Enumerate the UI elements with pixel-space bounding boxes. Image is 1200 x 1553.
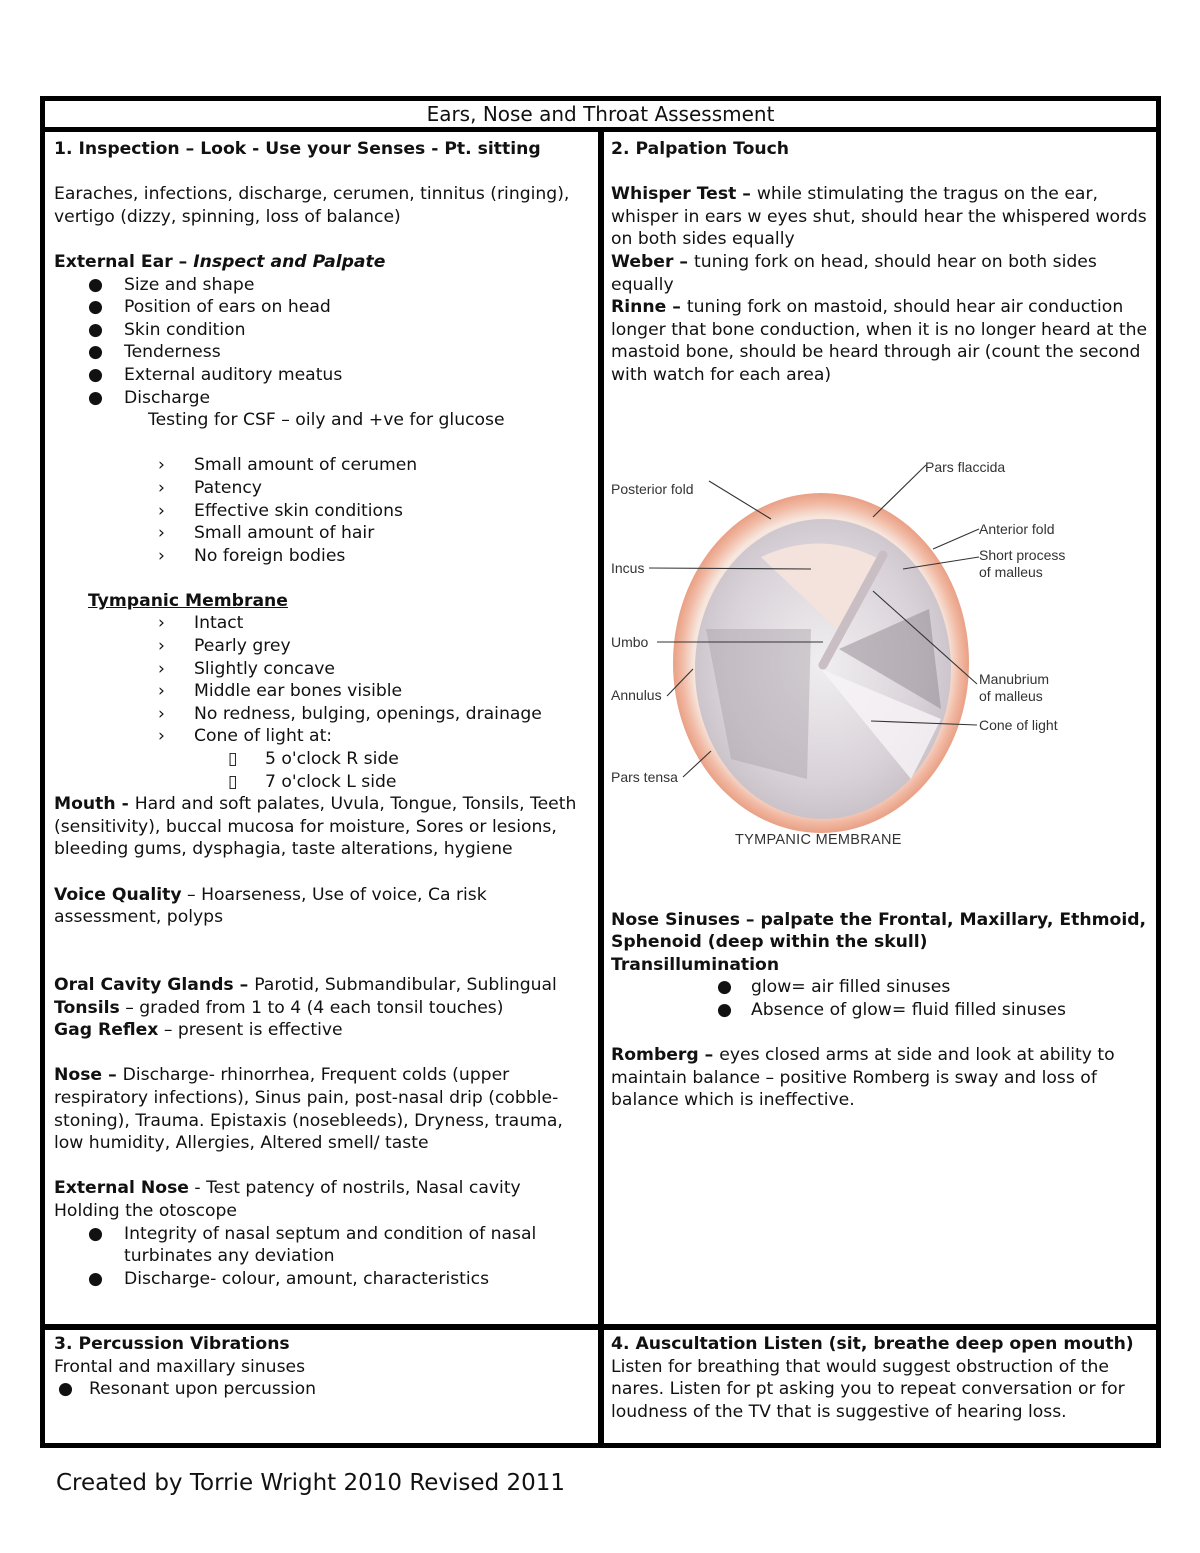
- whisper-label: Whisper Test –: [611, 184, 757, 205]
- list-item: [54, 680, 592, 703]
- sinus-heading: Nose Sinuses – palpate the Frontal, Maxillary, Ethmoid, Sphenoid (deep within the skull): [611, 909, 1147, 953]
- list-item: [54, 522, 592, 545]
- list-item-text: Size and shape: [124, 274, 255, 295]
- label-anterior-fold: Anterior fold: [979, 520, 1055, 537]
- bullet-icon: ▯: [228, 771, 238, 792]
- list-item: [54, 500, 592, 523]
- gag-text: – present is effective: [158, 1020, 343, 1041]
- list-item: [54, 1268, 592, 1291]
- list-item-text: External auditory meatus: [124, 364, 343, 385]
- list-item-text: 5 o'clock R side: [265, 749, 399, 770]
- bullet-icon: ›: [158, 681, 165, 702]
- list-item-text: No foreign bodies: [194, 545, 346, 566]
- label-short-process: Short process of malleus: [979, 546, 1066, 580]
- auscultation-text: Listen for breathing that would suggest obstruction of the nares. Listen for pt asking you to repeat conversation or for loudness of the TV that is suggestive of hearing loss.: [611, 1356, 1125, 1422]
- list-item: [54, 319, 592, 342]
- list-item: [611, 999, 1153, 1022]
- list-item-text: Absence of glow= fluid filled sinuses: [751, 999, 1066, 1020]
- bullet-icon: ›: [158, 500, 165, 521]
- weber-text: tuning fork on head, should hear on both sides equally: [611, 251, 1097, 295]
- romberg-text: eyes closed arms at side and look at ability to maintain balance – positive Romberg is sway and loss of balance which is ineffective.: [611, 1045, 1115, 1111]
- voice-text: – Hoarseness, Use of voice, Ca risk assessment, polyps: [54, 884, 487, 928]
- external-ear-subtitle: Inspect and Palpate: [193, 251, 386, 272]
- percussion-list: [54, 1378, 592, 1401]
- list-item-text: Discharge- colour, amount, characteristics: [124, 1268, 490, 1289]
- list-item: [54, 387, 592, 410]
- bullet-icon: ›: [158, 703, 165, 724]
- label-pars-tensa: Pars tensa: [611, 768, 678, 785]
- cone-of-light-list: [54, 748, 592, 793]
- list-item: [54, 454, 592, 477]
- rinne-label: Rinne –: [611, 297, 687, 318]
- list-item-text: 7 o'clock L side: [265, 771, 397, 792]
- list-item-text: No redness, bulging, openings, drainage: [194, 703, 542, 724]
- bullet-icon: ●: [88, 274, 103, 295]
- whisper-text: while stimulating the tragus on the ear, whisper in ears w eyes shut, should hear the whispered words on both sides equally: [611, 184, 1147, 250]
- csf-test: Testing for CSF – oily and +ve for glucose: [148, 410, 505, 431]
- tympanic-membrane-list: [54, 612, 592, 748]
- list-item: [54, 612, 592, 635]
- voice-label: Voice Quality: [54, 884, 182, 905]
- external-nose-label: External Nose: [54, 1178, 189, 1199]
- list-item: [54, 1223, 592, 1268]
- bullet-icon: ●: [88, 297, 103, 318]
- section-palpation: [611, 138, 1153, 1112]
- label-cone-of-light: Cone of light: [979, 716, 1058, 733]
- list-item-text: Middle ear bones visible: [194, 681, 403, 702]
- romberg-label: Romberg –: [611, 1045, 720, 1066]
- bullet-icon: ●: [88, 1223, 103, 1244]
- column-divider: [598, 132, 604, 1448]
- section-heading: 3. Percussion Vibrations: [54, 1334, 290, 1354]
- section-inspection: [54, 138, 592, 1290]
- bullet-icon: ›: [158, 658, 165, 679]
- bullet-icon: ›: [158, 613, 165, 634]
- list-item-text: Position of ears on head: [124, 297, 331, 318]
- list-item-text: Intact: [194, 613, 244, 634]
- list-item-text: Effective skin conditions: [194, 500, 403, 521]
- row-divider: [45, 1324, 1156, 1330]
- section-heading: 4. Auscultation Listen (sit, breathe deep open mouth): [611, 1334, 1134, 1354]
- list-item-text: Resonant upon percussion: [89, 1379, 317, 1400]
- list-item: [54, 725, 592, 748]
- list-item: [54, 1378, 592, 1401]
- bullet-icon: ●: [88, 319, 103, 340]
- percussion-text: Frontal and maxillary sinuses: [54, 1356, 306, 1377]
- transillumination-list: [611, 976, 1153, 1021]
- list-item: [54, 341, 592, 364]
- tympanic-membrane-illustration: [611, 459, 1153, 849]
- external-ear-label: External Ear –: [54, 251, 194, 272]
- section-percussion: [54, 1333, 592, 1401]
- list-item: [54, 545, 592, 568]
- figure-caption: TYMPANIC MEMBRANE: [735, 831, 902, 848]
- tympanic-membrane-heading: Tympanic Membrane: [88, 590, 288, 611]
- list-item: [54, 296, 592, 319]
- list-item: [54, 748, 592, 771]
- list-item: [54, 658, 592, 681]
- list-item: [54, 477, 592, 500]
- list-item-text: Slightly concave: [194, 658, 335, 679]
- footer-credit: Created by Torrie Wright 2010 Revised 2011: [56, 1470, 566, 1496]
- mouth-text: Hard and soft palates, Uvula, Tongue, Tonsils, Teeth (sensitivity), buccal mucosa for moisture, Sores or lesions, bleeding gums, dysphagia, taste alterations, hygiene: [54, 794, 577, 860]
- label-incus: Incus: [611, 559, 645, 576]
- transillumination-label: Transillumination: [611, 954, 780, 975]
- label-annulus: Annulus: [611, 686, 662, 703]
- section-heading: 2. Palpation Touch: [611, 139, 790, 159]
- list-item-text: Small amount of hair: [194, 523, 375, 544]
- bullet-icon: ›: [158, 636, 165, 657]
- list-item: [54, 364, 592, 387]
- label-posterior-fold: Posterior fold: [611, 480, 694, 497]
- bullet-icon: ›: [158, 455, 165, 476]
- bullet-icon: ●: [88, 364, 103, 385]
- page-title: Ears, Nose and Throat Assessment: [45, 101, 1156, 132]
- list-item-text: Pearly grey: [194, 636, 291, 657]
- section-auscultation: [611, 1333, 1153, 1423]
- glands-label: Oral Cavity Glands –: [54, 974, 255, 995]
- tonsils-text: – graded from 1 to 4 (4 each tonsil touches): [119, 997, 504, 1018]
- bullet-icon: ●: [58, 1379, 73, 1400]
- external-nose-list: [54, 1223, 592, 1291]
- bullet-icon: ●: [717, 977, 732, 998]
- weber-label: Weber –: [611, 251, 694, 272]
- assessment-table: [40, 96, 1161, 1448]
- rinne-text: tuning fork on mastoid, should hear air conduction longer that bone conduction, when it is no longer heard at the mastoid bone, should be heard through air (count the second with watch for each area): [611, 297, 1148, 385]
- list-item: [54, 274, 592, 297]
- bullet-icon: ›: [158, 726, 165, 747]
- list-item: [611, 976, 1153, 999]
- otoscope-text: Holding the otoscope: [54, 1200, 238, 1221]
- list-item: [54, 635, 592, 658]
- inspection-intro: Earaches, infections, discharge, cerumen, tinnitus (ringing), vertigo (dizzy, spinning, loss of balance): [54, 184, 570, 227]
- bullet-icon: ●: [717, 999, 732, 1020]
- nose-text: Discharge- rhinorrhea, Frequent colds (upper respiratory infections), Sinus pain, post-nasal drip (cobble-stoning), Trauma. Epistaxis (nosebleeds), Dryness, trauma, low humidity, Allergies, Altered smell/ taste: [54, 1065, 563, 1154]
- list-item-text: Small amount of cerumen: [194, 455, 418, 476]
- tonsils-label: Tonsils: [54, 997, 120, 1018]
- list-item-text: Tenderness: [124, 342, 221, 363]
- nose-label: Nose –: [54, 1065, 123, 1086]
- list-item-text: Cone of light at:: [194, 726, 333, 747]
- list-item-text: glow= air filled sinuses: [751, 977, 951, 998]
- list-item-text: Integrity of nasal septum and condition of nasal turbinates any deviation: [124, 1223, 537, 1267]
- list-item-text: Patency: [194, 477, 262, 498]
- bullet-icon: ›: [158, 545, 165, 566]
- bullet-icon: ●: [88, 1268, 103, 1289]
- bullet-icon: ▯: [228, 749, 238, 770]
- section-heading: 1. Inspection – Look - Use your Senses - Pt. sitting: [54, 139, 541, 159]
- label-pars-flaccida: Pars flaccida: [925, 458, 1006, 475]
- bullet-icon: ●: [88, 387, 103, 408]
- gag-label: Gag Reflex: [54, 1020, 159, 1041]
- mouth-label: Mouth -: [54, 794, 135, 815]
- list-item-text: Skin condition: [124, 319, 246, 340]
- bullet-icon: ›: [158, 523, 165, 544]
- glands-text: Parotid, Submandibular, Sublingual: [254, 974, 557, 995]
- label-umbo: Umbo: [611, 633, 649, 650]
- list-item: [54, 703, 592, 726]
- external-ear-list: [54, 274, 592, 410]
- bullet-icon: ›: [158, 477, 165, 498]
- external-nose-text: - Test patency of nostrils, Nasal cavity: [188, 1178, 521, 1199]
- list-item-text: Discharge: [124, 387, 211, 408]
- normal-findings-list: [54, 454, 592, 567]
- tympanic-membrane-figure: [611, 459, 1153, 849]
- bullet-icon: ●: [88, 342, 103, 363]
- label-manubrium: Manubrium of malleus: [979, 670, 1050, 704]
- list-item: [54, 771, 592, 794]
